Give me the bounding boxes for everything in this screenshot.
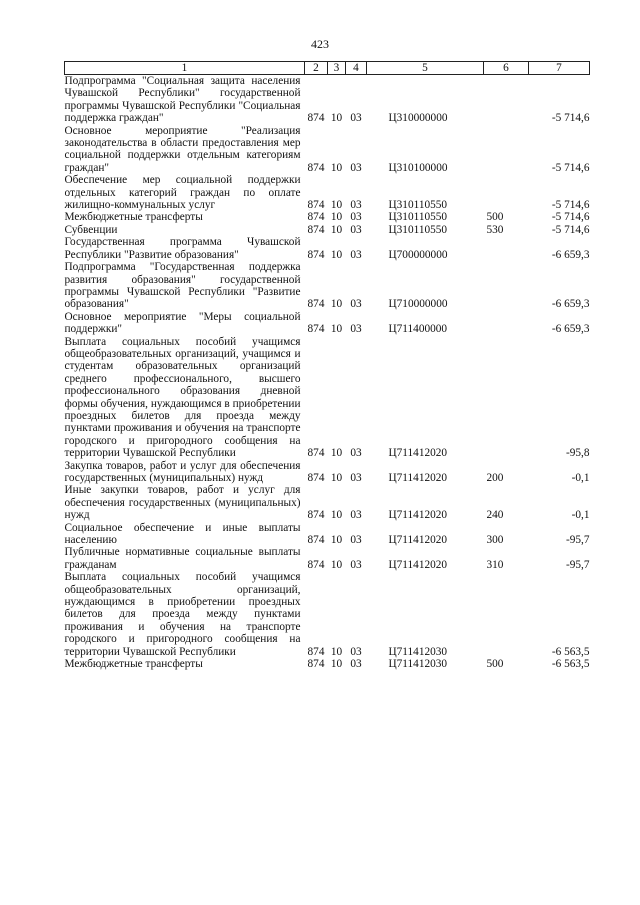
row-name: [65, 460, 305, 485]
row-name: [65, 174, 305, 211]
row-amount: -0,1: [571, 472, 590, 484]
row-col-2: 874: [307, 447, 325, 460]
row-name-text: Субвенции: [64, 223, 118, 236]
row-target-code: Ц711412020: [388, 447, 448, 460]
table-row: [65, 125, 590, 175]
row-col-2: 874: [307, 534, 325, 547]
row-col-4: 03: [350, 323, 362, 336]
table-row: [65, 75, 590, 125]
row-expense-type: [484, 336, 529, 460]
row-col-4: 03: [350, 472, 362, 484]
row-amount: -95,7: [565, 534, 590, 547]
row-name: [65, 125, 305, 175]
header-col-3: 3: [328, 62, 346, 75]
table-row: [65, 174, 590, 211]
row-col-2: 874: [307, 223, 325, 236]
row-target-code: Ц711400000: [388, 323, 448, 336]
row-target-code: Ц711412020: [388, 534, 448, 547]
table-row: [65, 236, 590, 261]
budget-table: [64, 61, 590, 671]
row-name: [65, 311, 305, 336]
row-expense-type: [484, 174, 529, 211]
table-row: [65, 484, 590, 521]
table-row: [65, 571, 590, 658]
row-col-3: 10: [330, 658, 343, 671]
row-name-text: Иные закупки товаров, работ и услуг для обеспечения государственных (муниципальных) нужд: [64, 484, 301, 522]
row-col-2: 874: [307, 161, 325, 174]
row-col-3: 10: [330, 112, 343, 125]
header-col-6: 6: [484, 62, 529, 75]
row-col-4: 03: [350, 112, 362, 125]
table-row: [65, 211, 590, 223]
row-col-3: 10: [330, 161, 343, 174]
table-row: [65, 460, 590, 485]
row-col-4: 03: [350, 447, 362, 460]
table-row: [65, 658, 590, 670]
row-expense-type: [484, 236, 529, 261]
row-col-2: 874: [307, 211, 325, 224]
row-amount: -6 563,5: [551, 645, 590, 658]
row-expense-type: [484, 311, 529, 336]
row-expense-type: 300: [486, 534, 504, 547]
row-col-4: 03: [350, 645, 362, 658]
row-expense-type: [484, 75, 529, 125]
row-col-4: 03: [350, 211, 362, 224]
row-amount: -5 714,6: [551, 112, 590, 125]
row-name: [65, 336, 305, 460]
row-col-3: 10: [330, 248, 343, 261]
row-amount: -5 714,6: [551, 211, 590, 224]
table-row: [65, 311, 590, 336]
row-col-4: 03: [350, 199, 362, 212]
table-row: [65, 261, 590, 311]
row-col-4: 03: [350, 558, 362, 571]
row-expense-type: 500: [486, 211, 504, 224]
row-amount: -5 714,6: [551, 161, 590, 174]
row-amount: -6 659,3: [551, 298, 590, 311]
row-col-2: 874: [307, 645, 325, 658]
page-number: 423: [311, 37, 329, 51]
row-col-2: 874: [307, 509, 325, 522]
row-target-code: Ц310000000: [388, 112, 448, 125]
row-col-4: 03: [350, 298, 362, 311]
row-col-2: 874: [307, 199, 325, 212]
row-target-code: Ц711412020: [388, 558, 448, 571]
row-expense-type: [484, 125, 529, 175]
row-col-4: 03: [350, 223, 362, 236]
row-expense-type: 240: [486, 509, 504, 522]
row-name-text: Социальное обеспечение и иные выплаты населению: [64, 521, 301, 547]
row-col-3: 10: [330, 211, 343, 224]
row-name: [65, 546, 305, 571]
row-col-2: 874: [307, 298, 325, 311]
row-col-3: 10: [330, 472, 343, 484]
row-name-text: Выплата социальных пособий учащимся общеобразовательных организаций, нуждающимся в приобретении проездных билетов для проезда между пунктами проживания и обучения на транспорте городского и пригородного сообщения на территории Чувашской Республики: [64, 571, 301, 658]
table-row: [65, 336, 590, 460]
row-col-2: 874: [307, 112, 325, 125]
row-amount: -5 714,6: [551, 199, 590, 212]
row-name: [65, 224, 305, 236]
header-col-4: 4: [346, 62, 367, 75]
row-expense-type: [484, 261, 529, 311]
row-col-3: 10: [330, 558, 343, 571]
table-row: [65, 522, 590, 547]
row-name: [65, 571, 305, 658]
row-col-3: 10: [330, 298, 343, 311]
row-col-3: 10: [330, 199, 343, 212]
row-col-3: 10: [330, 509, 343, 522]
row-name: [65, 261, 305, 311]
row-amount: -6 563,5: [551, 658, 590, 671]
row-name-text: Основное мероприятие "Реализация законодательства в области предоставления мер социальной поддержки отдельным категориям граждан": [64, 124, 301, 174]
row-col-3: 10: [330, 223, 343, 236]
row-col-3: 10: [330, 645, 343, 658]
row-name-text: Закупка товаров, работ и услуг для обеспечения государственных (муниципальных) нужд: [64, 459, 301, 484]
row-expense-type: [484, 571, 529, 658]
row-expense-type: 530: [486, 223, 504, 236]
row-expense-type: 200: [486, 472, 504, 484]
row-name: [65, 211, 305, 223]
row-amount: -6 659,3: [551, 323, 590, 336]
row-target-code: Ц310110550: [388, 211, 448, 224]
row-name-text: Межбюджетные трансферты: [64, 211, 203, 224]
row-target-code: Ц700000000: [388, 248, 448, 261]
row-target-code: Ц310110550: [388, 223, 448, 236]
row-target-code: Ц710000000: [388, 298, 448, 311]
row-amount: -0,1: [571, 509, 590, 522]
row-amount: -95,8: [565, 447, 590, 460]
row-name-text: Межбюджетные трансферты: [64, 658, 203, 671]
row-col-4: 03: [350, 534, 362, 547]
row-amount: -6 659,3: [551, 248, 590, 261]
row-name-text: Публичные нормативные социальные выплаты гражданам: [64, 546, 301, 571]
table-row: [65, 546, 590, 571]
row-col-4: 03: [350, 161, 362, 174]
row-name: [65, 236, 305, 261]
row-name-text: Основное мероприятие "Меры социальной поддержки": [64, 310, 301, 336]
row-col-4: 03: [350, 248, 362, 261]
row-target-code: Ц711412030: [388, 645, 448, 658]
header-col-1: 1: [65, 62, 305, 75]
row-expense-type: 500: [486, 658, 504, 671]
row-name: [65, 522, 305, 547]
row-name-text: Выплата социальных пособий учащимся общеобразовательных организаций, учащимся и студентам образовательных организаций среднего профессионального, высшего профессионального образования дневной формы обучения, нуждающимся в приобретении проездных билетов для проезда между пунктами проживания и обучения на транспорте городского и пригородного сообщения на территории Чувашской Республики: [64, 335, 301, 460]
row-amount: -95,7: [565, 558, 590, 571]
row-col-2: 874: [307, 558, 325, 571]
row-name-text: Подпрограмма "Социальная защита населения Чувашской Республики" государственной программы Чувашской Республики "Социальная поддержка граждан": [64, 75, 301, 125]
row-target-code: Ц711412030: [388, 658, 448, 671]
row-target-code: Ц711412020: [388, 472, 448, 484]
row-col-4: 03: [350, 509, 362, 522]
row-col-2: 874: [307, 248, 325, 261]
row-name-text: Государственная программа Чувашской Республики "Развитие образования": [64, 236, 301, 261]
row-col-4: 03: [350, 658, 362, 671]
row-name: [65, 658, 305, 670]
header-col-2: 2: [305, 62, 328, 75]
row-expense-type: 310: [486, 558, 504, 571]
row-col-3: 10: [330, 447, 343, 460]
row-col-3: 10: [330, 323, 343, 336]
table-row: [65, 224, 590, 236]
row-name: [65, 75, 305, 125]
row-col-2: 874: [307, 658, 325, 671]
row-target-code: Ц310110550: [388, 199, 448, 212]
row-col-3: 10: [330, 534, 343, 547]
row-name: [65, 484, 305, 521]
row-target-code: Ц711412020: [388, 509, 448, 522]
table-header-row: [65, 62, 590, 75]
row-target-code: Ц310100000: [388, 161, 448, 174]
header-col-5: 5: [367, 62, 484, 75]
row-col-2: 874: [307, 323, 325, 336]
row-col-2: 874: [307, 472, 325, 484]
row-name-text: Подпрограмма "Государственная поддержка развития образования" государственной программы Чувашской Республики "Развитие образования": [64, 261, 301, 311]
header-col-7: 7: [529, 62, 590, 75]
row-name-text: Обеспечение мер социальной поддержки отдельных категорий граждан по оплате жилищно-коммунальных услуг: [64, 174, 301, 212]
row-amount: -5 714,6: [551, 223, 590, 236]
